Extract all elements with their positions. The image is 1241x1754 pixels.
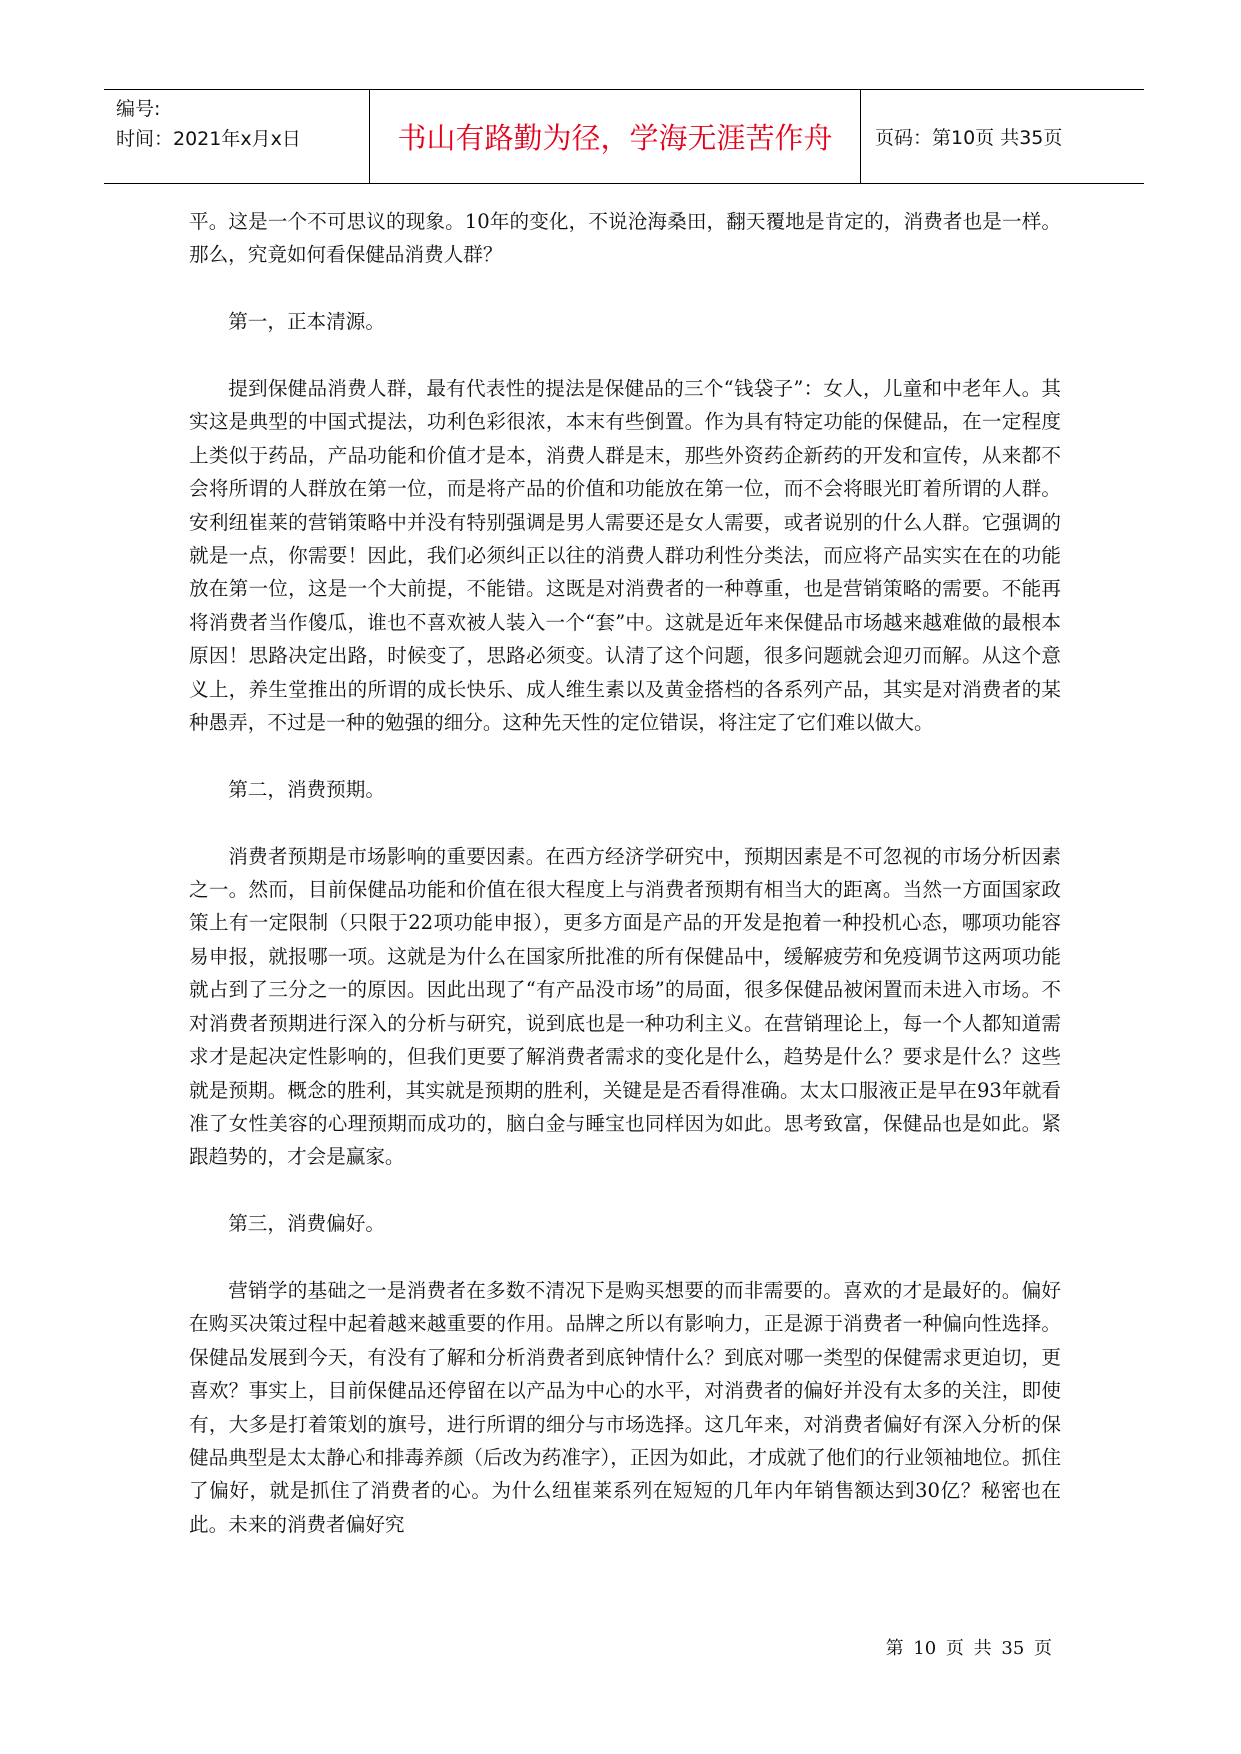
document-body xyxy=(189,205,1061,1541)
section-heading-third: 第三，消费偏好。 xyxy=(228,1212,385,1236)
header-page-label: 页码：第10页 共35页 xyxy=(875,127,1063,149)
paragraph-continuation: 平。这是一个不可思议的现象。10年的变化，不说沧海桑田，翻天覆地是肯定的，消费者也是一样。那么，究竟如何看保健品消费人群？ xyxy=(189,210,1061,267)
header-meta-cell xyxy=(104,90,370,183)
section-heading-first: 第一，正本清源。 xyxy=(228,310,385,334)
document-number-label: 编号: xyxy=(116,98,161,120)
page-footer: 第 10 页 共 35 页 xyxy=(885,1638,1052,1659)
section-heading-second: 第二，消费预期。 xyxy=(228,777,385,801)
document-time-label: 时间：2021年x月x日 xyxy=(116,128,301,150)
header-motto: 书山有路勤为径，学海无涯苦作舟 xyxy=(370,90,861,183)
paragraph: 消费者预期是市场影响的重要因素。在西方经济学研究中，预期因素是不可忽视的市场分析因素之一。然而，目前保健品功能和价值在很大程度上与消费者预期有相当大的距离。当然一方面国家政策上有一定限制（只限于22项功能申报），更多方面是产品的开发是抱着一种投机心态，哪项功能容易申报，就报哪一项。这就是为什么在国家所批准的所有保健品中，缓解疲劳和免疫调节这两项功能就占到了三分之一的原因。因此出现了“有产品没市场”的局面，很多保健品被闲置而未进入市场。不对消费者预期进行深入的分析与研究，说到底也是一种功利主义。在营销理论上，每一个人都知道需求才是起决定性影响的，但我们更要了解消费者需求的变化是什么，趋势是什么？要求是什么？这些就是预期。概念的胜利，其实就是预期的胜利，关键是是否看得准确。太太口服液正是早在93年就看准了女性美容的心理预期而成功的，脑白金与睡宝也同样因为如此。思考致富，保健品也是如此。紧跟趋势的，才会是赢家。 xyxy=(189,844,1061,1169)
header-table xyxy=(104,89,1144,184)
paragraph: 营销学的基础之一是消费者在多数不清况下是购买想要的而非需要的。喜欢的才是最好的。偏好在购买决策过程中起着越来越重要的作用。品牌之所以有影响力，正是源于消费者一种偏向性选择。保健品发展到今天，有没有了解和分析消费者到底钟情什么？到底对哪一类型的保健需求更迫切，更喜欢？事实上，目前保健品还停留在以产品为中心的水平，对消费者的偏好并没有太多的关注，即使有，大多是打着策划的旗号，进行所谓的细分与市场选择。这几年来，对消费者偏好有深入分析的保健品典型是太太静心和排毒养颜（后改为药准字），正因为如此，才成就了他们的行业领袖地位。抓住了偏好，就是抓住了消费者的心。为什么纽崔莱系列在短短的几年内年销售额达到30亿？秘密也在此。未来的消费者偏好究 xyxy=(189,1278,1061,1536)
paragraph: 提到保健品消费人群，最有代表性的提法是保健品的三个“钱袋子”：女人，儿童和中老年人。其实这是典型的中国式提法，功利色彩很浓，本末有些倒置。作为具有特定功能的保健品，在一定程度上类似于药品，产品功能和价值才是本，消费人群是末，那些外资药企新药的开发和宣传，从来都不会将所谓的人群放在第一位，而是将产品的价值和功能放在第一位，而不会将眼光盯着所谓的人群。安利纽崔莱的营销策略中并没有特别强调是男人需要还是女人需要，或者说别的什么人群。它强调的就是一点，你需要！因此，我们必须纠正以往的消费人群功利性分类法，而应将产品实实在在的功能放在第一位，这是一个大前提，不能错。这既是对消费者的一种尊重，也是营销策略的需要。不能再将消费者当作傻瓜，谁也不喜欢被人装入一个“套”中。这就是近年来保健品市场越来越难做的最根本原因！思路决定出路，时候变了，思路必须变。认清了这个问题，很多问题就会迎刃而解。从这个意义上，养生堂推出的所谓的成长快乐、成人维生素以及黄金搭档的各系列产品，其实是对消费者的某种愚弄，不过是一种的勉强的细分。这种先天性的定位错误，将注定了它们难以做大。 xyxy=(189,377,1061,735)
